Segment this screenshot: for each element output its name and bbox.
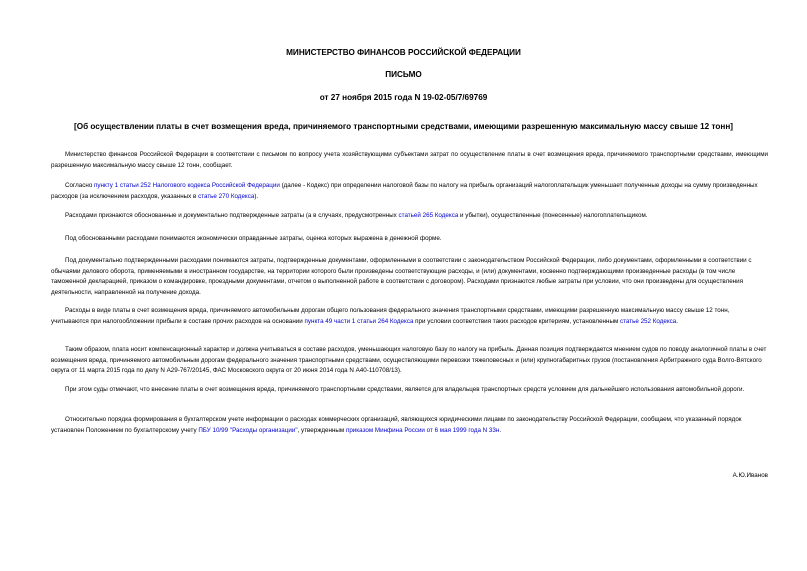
document-date-number: от 27 ноября 2015 года N 19-02-05/7/69769 <box>319 93 488 102</box>
paragraph-3-text-2: и убытки), осуществленные (понесенные) налогоплательщиком. <box>458 212 648 219</box>
paragraph-2-text-3: ). <box>254 192 259 200</box>
paragraph-9 <box>51 415 768 436</box>
paragraph-2 <box>51 181 768 202</box>
signature: А.Ю.Иванов <box>732 472 768 479</box>
paragraph-6-text-2: при условии соответствия таких расходов критериям, установленным <box>413 317 620 325</box>
paragraph-5: Под документально подтвержденными расходами понимаются затраты, подтвержденные документами, оформленными в соответствии с законодательством Российской Федерации, либо документами, оформленными в соответствии с обычаями делового оборота, применяемыми в иностранном государстве, на территории которого были произведены соответствующие расходы, и (или) документами, косвенно подтверждающими произведенные расходы (в том числе таможенной декларацией, приказом о командировке, проездными документами, отчетом о выполненной работе в соответствии с договором). Расходами признаются любые затраты при условии, что они произведены для осуществления деятельности, направленной на получение дохода. <box>51 257 752 296</box>
paragraph-3 <box>51 211 768 222</box>
link-minfin-order-33n[interactable]: приказом Минфина России от 6 мая 1999 года N 33н <box>345 426 500 434</box>
paragraph-9-text-3: . <box>499 426 502 434</box>
document-type: ПИСЬМО <box>385 70 422 79</box>
link-tax-code-art-265[interactable]: статьей 265 Кодекса <box>398 212 459 219</box>
link-pbu-10-99[interactable]: ПБУ 10/99 "Расходы организации" <box>198 426 298 434</box>
document-subject: [Об осуществлении платы в счет возмещения вреда, причиняемого транспортными средствами, имеющими разрешенную максимальную массу свыше 12 тонн] <box>73 122 733 131</box>
paragraph-6-text-3: . <box>676 317 678 325</box>
paragraph-9-text-1: Относительно порядка формирования в бухгалтерском учете информации о расходах коммерческих организаций, являющихся юридическими лицами по законодательству Российской Федерации, сообщаем, что указанный порядок установлен Положением по бухгалтерскому учету <box>51 416 742 434</box>
link-tax-code-art-264-p49[interactable]: пункта 49 части 1 статьи 264 Кодекса <box>304 317 414 325</box>
ministry-heading: МИНИСТЕРСТВО ФИНАНСОВ РОССИЙСКОЙ ФЕДЕРАЦИИ <box>286 48 521 57</box>
paragraph-1: Министерство финансов Российской Федерации в соответствии с письмом по вопросу учета хозяйствующими субъектами затрат по осуществление платы в счет возмещения вреда, причиняемого транспортными средствами, имеющими разрешенную максимальную массу свыше 12 тонн, сообщает. <box>51 151 768 169</box>
paragraph-7: Таким образом, плата носит компенсационный характер и должна учитываться в составе расходов, уменьшающих налоговую базу по налогу на прибыль. Данная позиция подтверждается мнением судов по поводу аналогичной платы в счет возмещения вреда, причиняемого автомобильным дорогам федерального значения транспортными средствами, осуществляющими перевозки тяжеловесных и (или) крупногабаритных грузов (постановления Арбитражного суда Волго-Вятского округа от 11 марта 2015 года по делу N А29-767/20145, ФАС Московского округа от 20 июня 2014 года N А40-110708/13). <box>51 346 767 375</box>
paragraph-4: Под обоснованными расходами понимаются экономически оправданные затраты, оценка которых выражена в денежной форме. <box>65 235 442 242</box>
paragraph-2-text-1: Согласно <box>65 182 95 189</box>
paragraph-6-text-1: Расходы в виде платы в счет возмещения вреда, причиняемого автомобильным дорогам общего пользования федерального значения транспортными средствами, имеющими разрешенную максимальную массу свыше 12 тонн, учитываются при налогообложении прибыли в составе прочих расходов на основании <box>51 307 730 325</box>
link-tax-code-art-270[interactable]: статье 270 Кодекса <box>198 192 255 200</box>
paragraph-3-text-1: Расходами признаются обоснованные и документально подтвержденные затраты (а в случаях, предусмотренных <box>65 212 399 219</box>
paragraph-6 <box>51 306 768 327</box>
paragraph-8: При этом суды отмечают, что внесение платы в счет возмещения вреда, причиняемого транспортными средствами, является для владельцев транспортных средств условием для дальнейшего использования автомобильной дороги. <box>65 386 745 393</box>
paragraph-9-text-2: , утвержденным <box>297 426 346 434</box>
link-tax-code-art-252-p1[interactable]: пункту 1 статьи 252 Налогового кодекса Российской Федерации <box>94 182 280 189</box>
link-tax-code-art-252[interactable]: статье 252 Кодекса <box>619 317 677 325</box>
paragraph-2-text-2: (далее - Кодекс) при определении налоговой базы по налогу на прибыль организаций налогоплательщик уменьшает полученные доходы на сумму произведенных расходов (за исключением расходов, указанных в <box>51 182 758 200</box>
